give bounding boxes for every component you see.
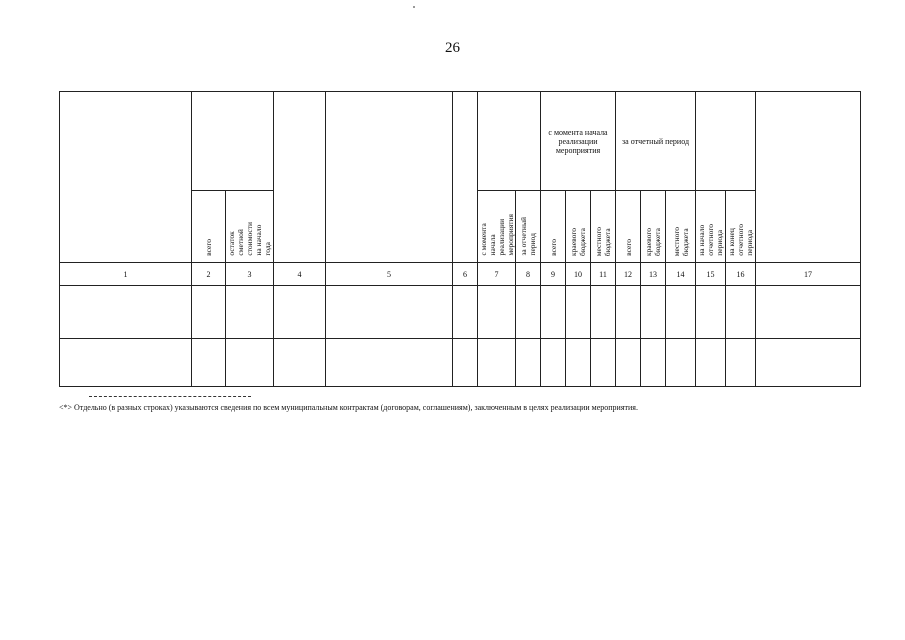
header-col-3 [226,191,274,263]
column-number-13: 13 [641,263,666,286]
column-number-3: 3 [226,263,274,286]
column-number-16: 16 [726,263,756,286]
header-col-13 [641,191,666,263]
table-cell [453,339,478,387]
header-col-11-label: местного бюджета [594,226,612,256]
table-cell [516,286,541,339]
column-number-7: 7 [478,263,516,286]
table-cell [541,339,566,387]
header-col-5 [326,92,453,263]
table-cell [756,286,861,339]
column-number-11: 11 [591,263,616,286]
header-col-14 [666,191,696,263]
column-number-2: 2 [192,263,226,286]
table-row [60,286,861,339]
header-col-15 [696,191,726,263]
table-cell [192,286,226,339]
header-col-8-label: за отчетный период [519,217,537,256]
header-col-10-label: краевого бюджета [569,228,587,256]
header-col-17 [756,92,861,263]
footnote-separator [89,396,251,397]
header-group-reporting-period: за отчетный период [616,92,696,191]
scan-mark [413,6,415,8]
page-number: 26 [445,40,460,56]
table-cell [641,286,666,339]
table-cell [616,339,641,387]
table-cell [591,339,616,387]
footnote-text: <*> Отдельно (в разных строках) указываются сведения по всем муниципальным контрактам (договорам, соглашениям), заключенным в целях реализации мероприятия. [59,403,638,412]
table-cell [726,286,756,339]
table-cell [566,286,591,339]
header-col-16-label: на конец отчетного периода [727,224,755,256]
column-number-10: 10 [566,263,591,286]
table-cell [478,286,516,339]
header-col-4 [274,92,326,263]
column-number-8: 8 [516,263,541,286]
column-number-4: 4 [274,263,326,286]
table-cell [616,286,641,339]
table-cell [641,339,666,387]
table-cell [60,286,192,339]
table-cell [226,339,274,387]
table-cell [566,339,591,387]
table-cell [478,339,516,387]
table-cell [696,339,726,387]
header-col-7-label: с момента начала реализации мероприятия [478,214,515,256]
column-number-5: 5 [326,263,453,286]
column-number-14: 14 [666,263,696,286]
column-number-15: 15 [696,263,726,286]
header-group-since-start: с момента начала реализации мероприятия [541,92,616,191]
table-cell [326,339,453,387]
table-cell [60,339,192,387]
header-col-2-label: всего [204,239,213,256]
table-cell [516,339,541,387]
header-col-1 [60,92,192,263]
header-col-12-label: всего [623,239,633,256]
header-col-12 [616,191,641,263]
table-cell [274,339,326,387]
column-number-6: 6 [453,263,478,286]
table-cell [326,286,453,339]
header-col-2 [192,191,226,263]
column-number-17: 17 [756,263,861,286]
header-group-2-3 [192,92,274,191]
header-col-10 [566,191,591,263]
header-col-7 [478,191,516,263]
table-cell [192,339,226,387]
table-row [60,339,861,387]
table-cell [591,286,616,339]
header-col-9 [541,191,566,263]
table-cell [541,286,566,339]
table-cell [226,286,274,339]
header-group-7-8 [478,92,541,191]
header-col-3-label: остаток сметной стоимости на начало года [227,222,272,256]
table-cell [756,339,861,387]
header-col-14-label: местного бюджета [671,226,690,256]
table-cell [696,286,726,339]
header-col-8 [516,191,541,263]
header-col-9-label: всего [548,239,558,256]
table-cell [274,286,326,339]
column-number-12: 12 [616,263,641,286]
header-col-6 [453,92,478,263]
column-number-1: 1 [60,263,192,286]
header-group-15-16 [696,92,756,191]
header-col-13-label: краевого бюджета [644,228,663,256]
header-col-15-label: на начало отчетного периода [697,224,725,256]
table-cell [726,339,756,387]
header-col-11 [591,191,616,263]
table-cell [453,286,478,339]
column-number-9: 9 [541,263,566,286]
table-cell [666,286,696,339]
report-table [59,91,861,387]
table-cell [666,339,696,387]
header-col-16 [726,191,756,263]
